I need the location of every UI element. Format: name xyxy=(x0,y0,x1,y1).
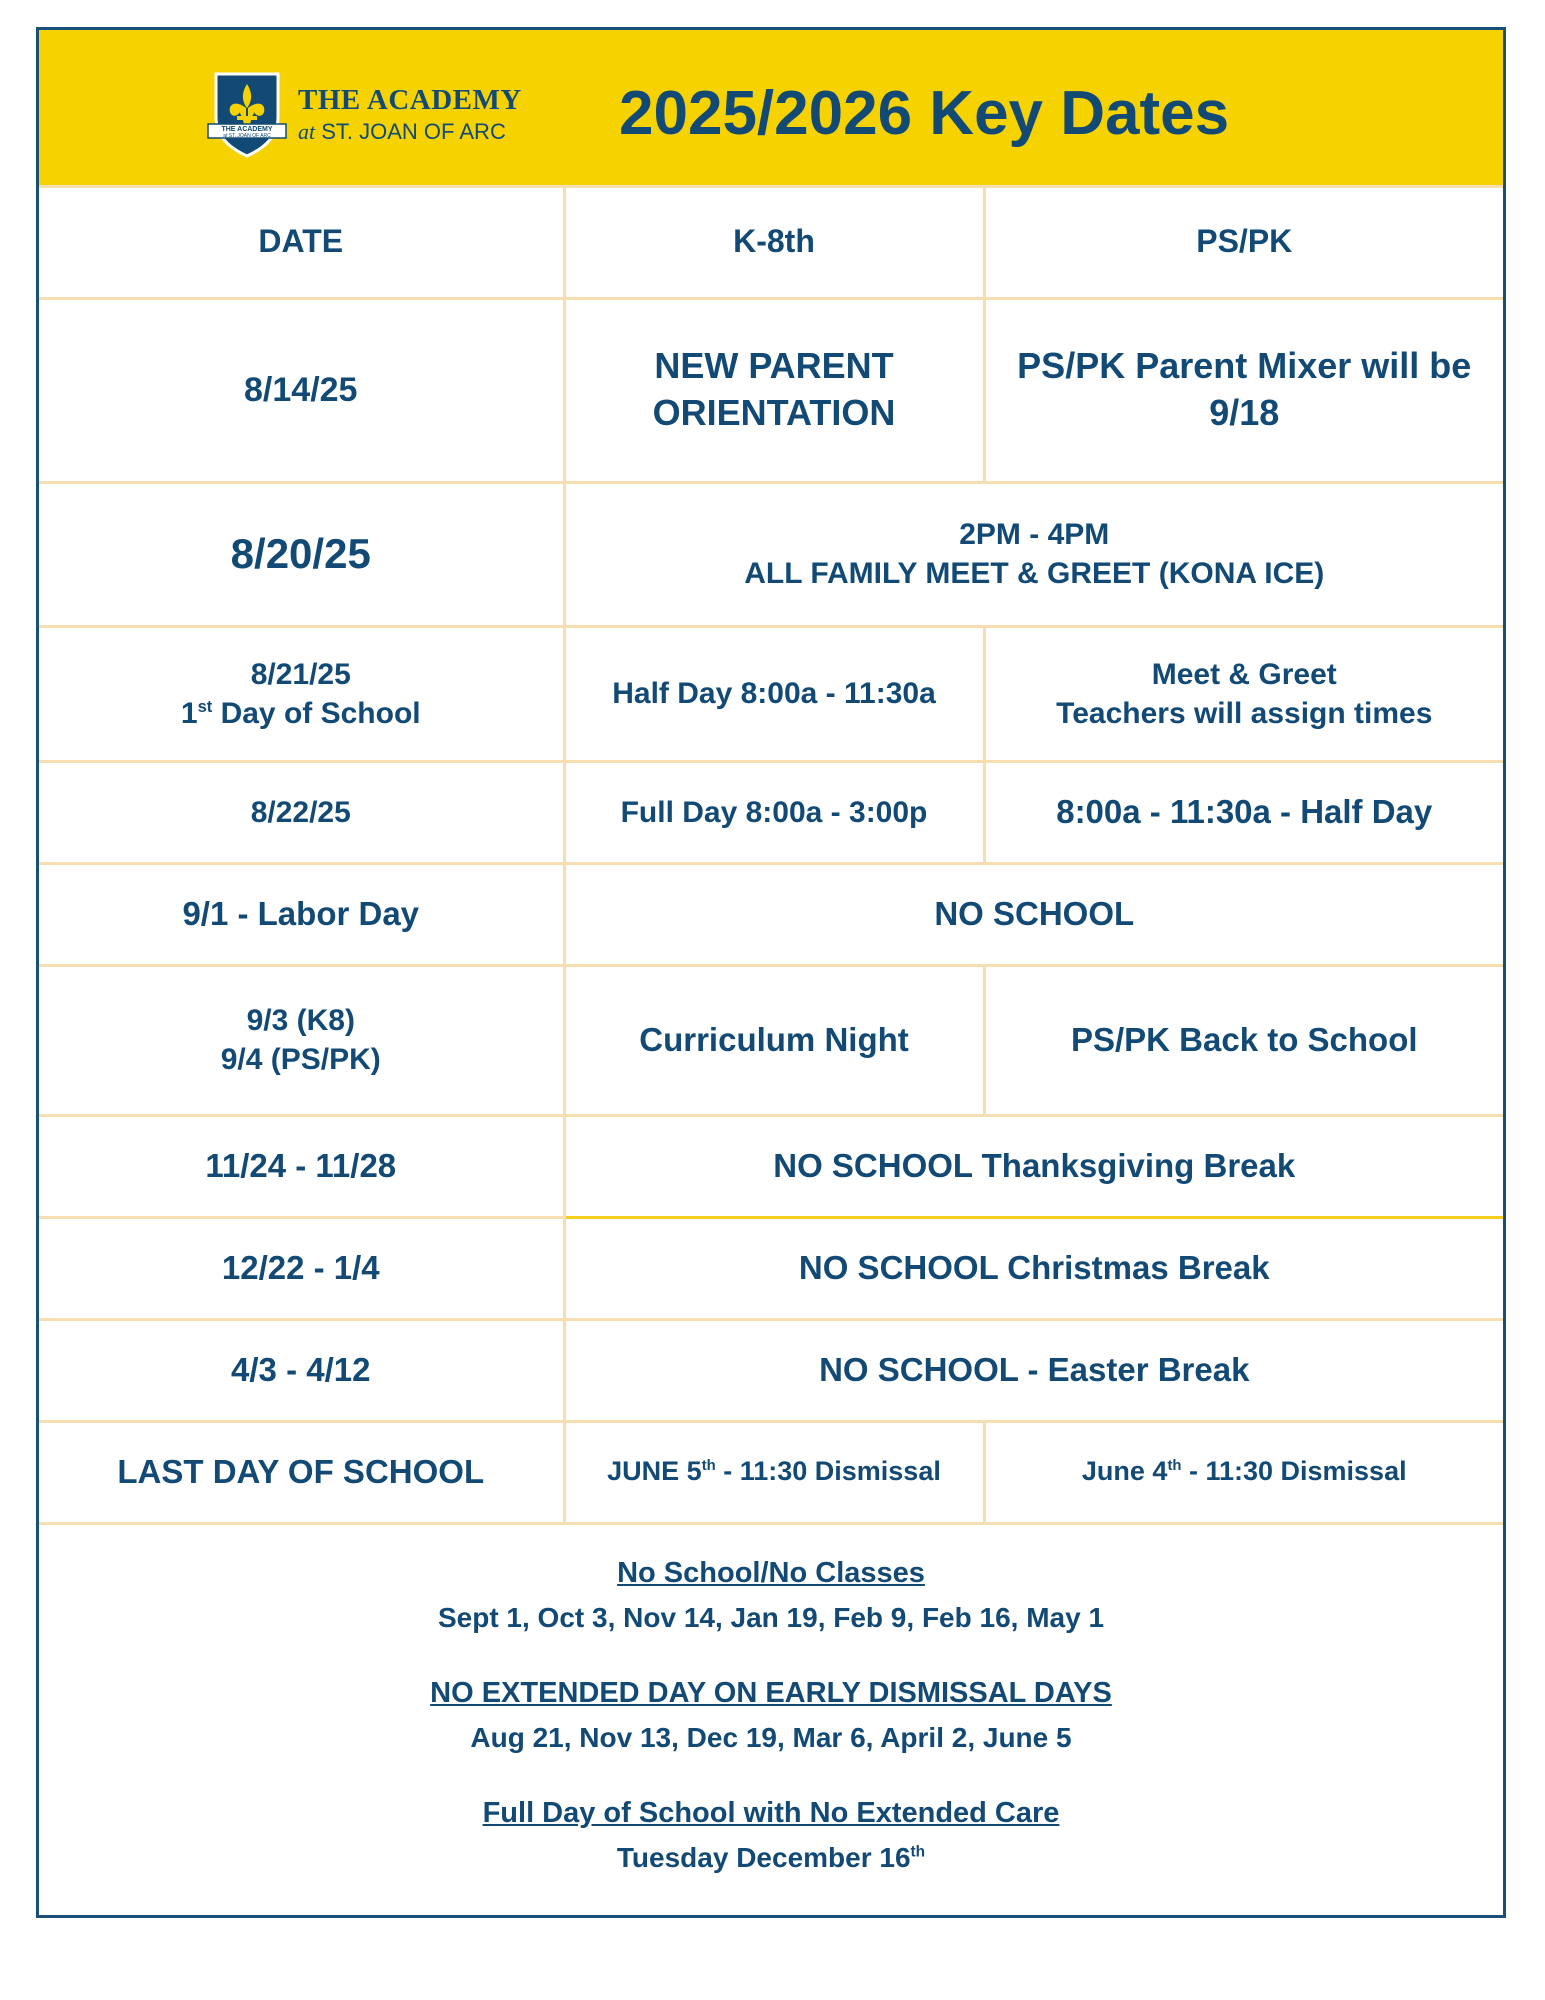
table-row xyxy=(39,1421,1503,1523)
row-date xyxy=(39,965,564,1115)
full-day-date-sup: th xyxy=(910,1844,926,1862)
table-row xyxy=(39,1319,1503,1421)
row-date-line-2: 9/4 (PS/PK) xyxy=(220,1043,381,1076)
table-header-row xyxy=(39,188,1503,298)
row-k8: Curriculum Night xyxy=(564,965,984,1115)
header-date: DATE xyxy=(39,188,564,298)
row-k8: NEW PARENT ORIENTATION xyxy=(564,298,984,482)
page-title: 2025/2026 Key Dates xyxy=(619,79,1230,148)
row-span xyxy=(564,482,1503,626)
fleur-de-lis-crest-icon xyxy=(206,70,288,158)
no-school-heading: No School/No Classes xyxy=(617,1556,925,1589)
row-k8: Half Day 8:00a - 11:30a xyxy=(564,626,984,761)
row-pspk: PS/PK Back to School xyxy=(984,965,1503,1115)
header-k8: K-8th xyxy=(564,188,984,298)
full-day-heading: Full Day of School with No Extended Care xyxy=(482,1796,1060,1829)
row-date: 8/20/25 xyxy=(39,482,564,626)
logo-at: at xyxy=(298,118,316,144)
row-date: 8/14/25 xyxy=(39,298,564,482)
row-pspk xyxy=(984,626,1503,761)
row-span-line-2: ALL FAMILY MEET & GREET (KONA ICE) xyxy=(744,557,1325,590)
full-day-date-text: Tuesday December 16 xyxy=(616,1842,911,1874)
table-row xyxy=(39,965,1503,1115)
no-school-block xyxy=(39,1555,1503,1637)
row-date-line-1: 9/3 (K8) xyxy=(246,1004,355,1037)
crest-text-1: THE ACADEMY xyxy=(221,126,273,133)
row-pspk-line-2: Teachers will assign times xyxy=(1056,696,1433,730)
table-row xyxy=(39,482,1503,626)
header-pspk: PS/PK xyxy=(984,188,1503,298)
key-dates-table xyxy=(39,188,1503,1525)
no-extended-heading: NO EXTENDED DAY ON EARLY DISMISSAL DAYS xyxy=(430,1676,1112,1709)
logo-line-1: THE ACADEMY xyxy=(298,83,522,116)
row-span-line-1: 2PM - 4PM xyxy=(959,518,1110,551)
ordinal-suffix: st xyxy=(197,697,213,716)
row-span: NO SCHOOL xyxy=(564,863,1503,965)
k8-post: - 11:30 Dismissal xyxy=(715,1456,941,1487)
school-logo xyxy=(206,70,522,158)
pspk-post: - 11:30 Dismissal xyxy=(1181,1456,1407,1487)
header-banner xyxy=(39,30,1503,188)
pspk-pre: June 4 xyxy=(1081,1456,1168,1487)
table-row xyxy=(39,1115,1503,1217)
row-date: 8/22/25 xyxy=(39,761,564,863)
row-pspk: 8:00a - 11:30a - Half Day xyxy=(984,761,1503,863)
row-date-line-2 xyxy=(49,694,553,733)
pspk-sup: th xyxy=(1167,1458,1182,1475)
logo-line-2 xyxy=(298,119,522,145)
row-k8: Full Day 8:00a - 3:00p xyxy=(564,761,984,863)
full-day-block xyxy=(39,1795,1503,1877)
full-day-date xyxy=(39,1840,1503,1876)
row-date: 9/1 - Labor Day xyxy=(39,863,564,965)
row-date: 4/3 - 4/12 xyxy=(39,1319,564,1421)
row-span: NO SCHOOL Christmas Break xyxy=(564,1217,1503,1319)
row-date: LAST DAY OF SCHOOL xyxy=(39,1421,564,1523)
ordinal-num: 1 xyxy=(180,696,198,730)
no-extended-dates: Aug 21, Nov 13, Dec 19, Mar 6, April 2, June 5 xyxy=(470,1722,1072,1754)
table-row xyxy=(39,1217,1503,1319)
row-span: NO SCHOOL Thanksgiving Break xyxy=(564,1115,1503,1217)
no-extended-block xyxy=(39,1675,1503,1757)
footer-notes xyxy=(39,1525,1503,1916)
row-k8 xyxy=(564,1421,984,1523)
table-row xyxy=(39,626,1503,761)
ordinal-rest: Day of School xyxy=(212,696,421,730)
crest-text-2: at ST. JOAN OF ARC xyxy=(223,133,271,139)
row-pspk: PS/PK Parent Mixer will be 9/18 xyxy=(984,298,1503,482)
no-school-dates: Sept 1, Oct 3, Nov 14, Jan 19, Feb 9, Feb 16, May 1 xyxy=(437,1602,1105,1634)
row-date-line-1: 8/21/25 xyxy=(250,657,351,691)
table-row xyxy=(39,761,1503,863)
row-pspk-line-1: Meet & Greet xyxy=(1151,657,1337,691)
logo-wordmark xyxy=(298,84,522,145)
table-row xyxy=(39,863,1503,965)
row-date xyxy=(39,626,564,761)
row-pspk xyxy=(984,1421,1503,1523)
row-span: NO SCHOOL - Easter Break xyxy=(564,1319,1503,1421)
k8-sup: th xyxy=(701,1458,716,1475)
key-dates-sheet xyxy=(36,27,1506,1918)
k8-pre: JUNE 5 xyxy=(607,1456,702,1487)
table-row xyxy=(39,298,1503,482)
row-date: 11/24 - 11/28 xyxy=(39,1115,564,1217)
logo-school-name: ST. JOAN OF ARC xyxy=(321,118,506,144)
row-date: 12/22 - 1/4 xyxy=(39,1217,564,1319)
